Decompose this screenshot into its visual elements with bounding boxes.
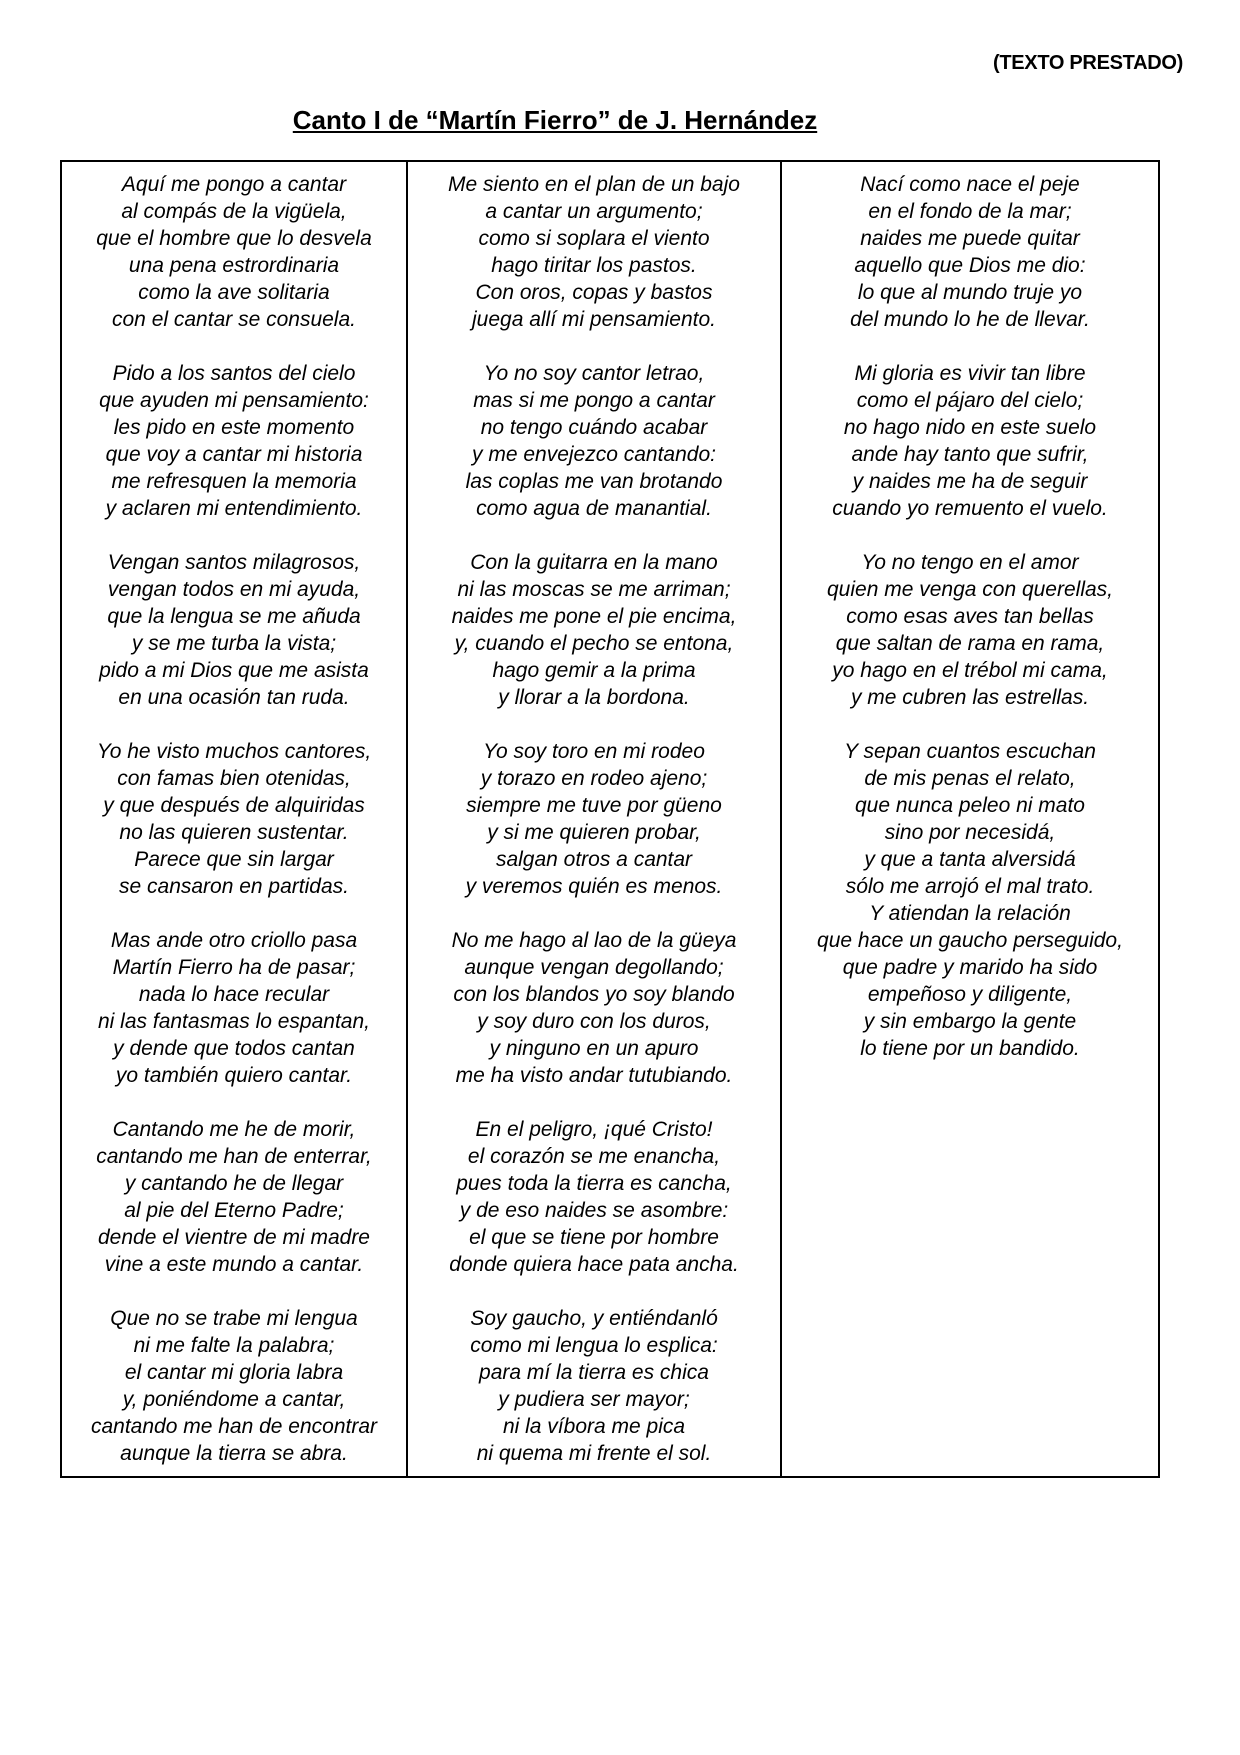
stanza — [408, 1116, 780, 1278]
poem-line: como agua de manantial. — [476, 497, 712, 520]
poem-line: y soy duro con los duros, — [477, 1010, 711, 1033]
stanza — [62, 927, 406, 1089]
poem-line: yo también quiero cantar. — [115, 1064, 353, 1087]
poem-line: Yo no tengo en el amor — [861, 551, 1079, 574]
poem-line: aunque vengan degollando; — [464, 956, 724, 979]
poem-line: yo hago en el trébol mi cama, — [832, 659, 1108, 682]
poem-line: juega allí mi pensamiento. — [472, 308, 716, 331]
poem-line: ni me falte la palabra; — [133, 1334, 335, 1357]
poem-line: vengan todos en mi ayuda, — [107, 578, 361, 601]
poem-line: al compás de la vigüela, — [121, 200, 347, 223]
poem-line: En el peligro, ¡qué Cristo! — [475, 1118, 713, 1141]
poem-line: el corazón se me enancha, — [467, 1145, 721, 1168]
stanza — [62, 1305, 406, 1467]
poem-line: Mi gloria es vivir tan libre — [854, 362, 1086, 385]
poem-line: hago tiritar los pastos. — [491, 254, 697, 277]
poem-line: me ha visto andar tutubiando. — [455, 1064, 733, 1087]
poem-line: que el hombre que lo desvela — [96, 227, 372, 250]
poem-line: naides me pone el pie encima, — [451, 605, 737, 628]
poem-line: cantando me han de enterrar, — [96, 1145, 372, 1168]
poem-line: en una ocasión tan ruda. — [118, 686, 350, 709]
poem-line: como el pájaro del cielo; — [856, 389, 1084, 412]
poem-line: y me envejezco cantando: — [472, 443, 716, 466]
poem-line: del mundo lo he de llevar. — [850, 308, 1090, 331]
poem-line: y pudiera ser mayor; — [498, 1388, 690, 1411]
poem-line: y se me turba la vista; — [131, 632, 337, 655]
poem-line: pues toda la tierra es cancha, — [456, 1172, 732, 1195]
page-title: Canto I de “Martín Fierro” de J. Hernández — [292, 105, 818, 136]
poem-line: ni quema mi frente el sol. — [476, 1442, 712, 1465]
poem-line: y, poniéndome a cantar, — [122, 1388, 346, 1411]
poem-line: donde quiera hace pata ancha. — [449, 1253, 739, 1276]
poem-line: Nací como nace el peje — [860, 173, 1080, 196]
stanza — [782, 738, 1158, 1062]
poem-line: sino por necesidá, — [884, 821, 1056, 844]
stanza — [782, 549, 1158, 711]
poem-line: y torazo en rodeo ajeno; — [480, 767, 708, 790]
poem-line: con el cantar se consuela. — [112, 308, 356, 331]
poem-line: Aquí me pongo a cantar — [121, 173, 347, 196]
poem-line: y ninguno en un apuro — [489, 1037, 699, 1060]
stanza — [408, 738, 780, 900]
stanza — [62, 738, 406, 900]
stanza — [62, 360, 406, 522]
poem-line: una pena estrordinaria — [128, 254, 340, 277]
stanza — [408, 171, 780, 333]
poem-line: ni las moscas se me arriman; — [457, 578, 731, 601]
poem-line: y dende que todos cantan — [113, 1037, 355, 1060]
poem-line: que la lengua se me añuda — [107, 605, 361, 628]
poem-line: Cantando me he de morir, — [112, 1118, 356, 1141]
poem-column-1 — [62, 162, 406, 1476]
poem-line: ande hay tanto que sufrir, — [851, 443, 1089, 466]
poem-line: que saltan de rama en rama, — [835, 632, 1105, 655]
poem-line: con los blandos yo soy blando — [453, 983, 735, 1006]
poem-line: como esas aves tan bellas — [846, 605, 1094, 628]
poem-line: siempre me tuve por güeno — [466, 794, 722, 817]
poem-line: lo que al mundo truje yo — [857, 281, 1083, 304]
poem-line: Pido a los santos del cielo — [112, 362, 356, 385]
poem-line: y cantando he de llegar — [124, 1172, 344, 1195]
poem-line: al pie del Eterno Padre; — [124, 1199, 344, 1222]
poem-line: y que después de alquiridas — [103, 794, 365, 817]
stanza — [408, 927, 780, 1089]
poem-table — [60, 160, 1160, 1478]
poem-line: Yo he visto muchos cantores, — [96, 740, 372, 763]
poem-line: quien me venga con querellas, — [826, 578, 1114, 601]
poem-line: para mí la tierra es chica — [479, 1361, 709, 1384]
poem-line: hago gemir a la prima — [492, 659, 696, 682]
poem-line: que ayuden mi pensamiento: — [99, 389, 369, 412]
poem-line: y que a tanta alversidá — [864, 848, 1076, 871]
poem-line: Martín Fierro ha de pasar; — [112, 956, 356, 979]
poem-line: como la ave solitaria — [138, 281, 330, 304]
stanza — [782, 360, 1158, 522]
poem-line: y de eso naides se asombre: — [459, 1199, 729, 1222]
poem-line: aunque la tierra se abra. — [120, 1442, 348, 1465]
poem-line: con famas bien otenidas, — [117, 767, 351, 790]
poem-line: y llorar a la bordona. — [498, 686, 690, 709]
poem-column-3 — [780, 162, 1158, 1476]
poem-line: y naides me ha de seguir — [852, 470, 1088, 493]
stanza — [408, 360, 780, 522]
poem-line: Yo soy toro en mi rodeo — [483, 740, 705, 763]
poem-line: y sin embargo la gente — [863, 1010, 1077, 1033]
stanza — [408, 549, 780, 711]
poem-line: no las quieren sustentar. — [119, 821, 349, 844]
poem-line: les pido en este momento — [113, 416, 355, 439]
poem-line: Que no se trabe mi lengua — [110, 1307, 358, 1330]
poem-line: ni la víbora me pica — [502, 1415, 686, 1438]
poem-line: cantando me han de encontrar — [90, 1415, 378, 1438]
poem-line: como mi lengua lo esplica: — [470, 1334, 718, 1357]
stanza — [62, 549, 406, 711]
poem-line: cuando yo remuento el vuelo. — [832, 497, 1108, 520]
poem-line: Parece que sin largar — [134, 848, 334, 871]
poem-line: a cantar un argumento; — [485, 200, 703, 223]
poem-line: como si soplara el viento — [478, 227, 710, 250]
poem-line: Vengan santos milagrosos, — [107, 551, 361, 574]
poem-line: Y atiendan la relación — [869, 902, 1071, 925]
poem-line: que nunca peleo ni mato — [854, 794, 1085, 817]
poem-line: mas si me pongo a cantar — [473, 389, 715, 412]
stanza — [408, 1305, 780, 1467]
poem-line: empeñoso y diligente, — [867, 983, 1073, 1006]
poem-line: Mas ande otro criollo pasa — [110, 929, 358, 952]
poem-line: salgan otros a cantar — [495, 848, 693, 871]
poem-line: en el fondo de la mar; — [868, 200, 1072, 223]
poem-line: Yo no soy cantor letrao, — [483, 362, 705, 385]
poem-line: que voy a cantar mi historia — [105, 443, 363, 466]
stanza — [62, 1116, 406, 1278]
poem-column-2 — [406, 162, 780, 1476]
poem-line: no hago nido en este suelo — [843, 416, 1097, 439]
borrowed-text-note: (TEXTO PRESTADO) — [992, 52, 1183, 74]
poem-line: Y sepan cuantos escuchan — [844, 740, 1096, 763]
poem-line: sólo me arrojó el mal trato. — [845, 875, 1095, 898]
poem-line: que padre y marido ha sido — [842, 956, 1098, 979]
poem-line: aquello que Dios me dio: — [854, 254, 1086, 277]
poem-line: Me siento en el plan de un bajo — [448, 173, 740, 196]
poem-line: nada lo hace recular — [138, 983, 330, 1006]
poem-line: Con la guitarra en la mano — [470, 551, 718, 574]
poem-line: No me hago al lao de la güeya — [451, 929, 737, 952]
poem-line: y, cuando el pecho se entona, — [454, 632, 734, 655]
poem-line: el que se tiene por hombre — [469, 1226, 719, 1249]
poem-line: el cantar mi gloria labra — [124, 1361, 344, 1384]
poem-line: dende el vientre de mi madre — [98, 1226, 370, 1249]
poem-line: me refresquen la memoria — [111, 470, 357, 493]
poem-line: naides me puede quitar — [860, 227, 1080, 250]
poem-line: y me cubren las estrellas. — [850, 686, 1090, 709]
poem-line: Soy gaucho, y entiéndanló — [470, 1307, 718, 1330]
poem-line: Con oros, copas y bastos — [475, 281, 713, 304]
poem-line: lo tiene por un bandido. — [860, 1037, 1080, 1060]
poem-line: pido a mi Dios que me asista — [99, 659, 369, 682]
poem-line: y veremos quién es menos. — [465, 875, 723, 898]
poem-line: y si me quieren probar, — [487, 821, 701, 844]
poem-line: vine a este mundo a cantar. — [104, 1253, 364, 1276]
poem-line: y aclaren mi entendimiento. — [105, 497, 363, 520]
poem-line: ni las fantasmas lo espantan, — [98, 1010, 370, 1033]
poem-line: de mis penas el relato, — [864, 767, 1076, 790]
stanza — [62, 171, 406, 333]
poem-line: las coplas me van brotando — [465, 470, 723, 493]
stanza — [782, 171, 1158, 333]
poem-line: se cansaron en partidas. — [119, 875, 349, 898]
poem-line: no tengo cuándo acabar — [480, 416, 708, 439]
poem-line: que hace un gaucho perseguido, — [817, 929, 1123, 952]
